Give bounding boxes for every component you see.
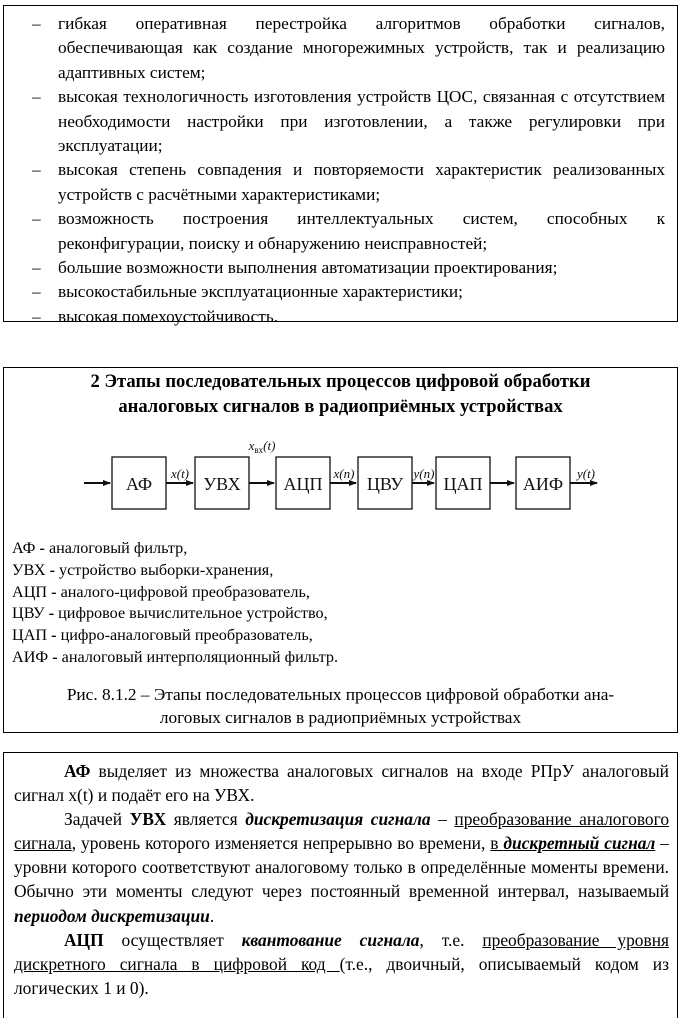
advantages-list	[4, 12, 677, 329]
legend-item: ЦАП - цифро-аналоговый преобразователь,	[12, 626, 313, 645]
legend-item: ЦВУ - цифровое вычислительное устройство,	[12, 604, 328, 623]
legend-item: АФ - аналоговый фильтр,	[12, 539, 188, 557]
list-item: – гибкая оперативная перестройка алгоритмов обработки сигналов, обеспечивающая как создание многорежимных устройств, так и реализацию адаптивных систем;	[32, 14, 665, 82]
section-title: 2 Этапы последовательных процессов цифровой обработки аналоговых сигналов в радиоприёмных устройствах	[90, 371, 591, 417]
paragraph-af: АФ выделяет из множества аналоговых сигналов на входе РПрУ аналоговый сигнал x(t) и подаёт его на УВХ.	[14, 761, 669, 806]
abbreviation-legend	[12, 538, 338, 669]
block-label: АИФ	[522, 474, 564, 494]
block-label: ЦВУ	[366, 474, 404, 494]
signal-label: x(n)	[333, 466, 355, 481]
legend-item: АИФ - аналоговый интерполяционный фильтр.	[12, 647, 339, 666]
block-label: АФ	[125, 474, 153, 494]
dsp-stages-box	[3, 367, 678, 733]
list-item: – большие возможности выполнения автоматизации проектирования;	[4, 256, 677, 280]
dash-bullet: –	[32, 14, 41, 33]
dash-bullet: –	[32, 258, 41, 278]
figure-caption: Рис. 8.1.2 – Этапы последовательных процессов цифровой обработки ана- логовых сигналов в радиоприёмных устройствах	[66, 685, 615, 727]
paragraph-acp: АЦП осуществляет квантование сигнала, т.е. преобразование уровня дискретного сигнала в цифровой код (т.е., двоичный, описываемый кодом из логических 1 и 0).	[14, 929, 670, 998]
dash-bullet: –	[32, 87, 41, 107]
dash-bullet: –	[32, 160, 41, 180]
signal-label: y(n)	[413, 466, 435, 481]
block-label: АЦП	[283, 474, 323, 494]
signal-label-xvx: $x_{вх}(t)$	[248, 438, 276, 455]
block-diagram	[4, 428, 679, 528]
list-item: – высокая помехоустойчивость.	[4, 305, 677, 329]
explanation-box	[3, 752, 678, 1018]
dash-bullet: –	[32, 282, 41, 302]
list-item: – высокая технологичность изготовления устройств ЦОС, связанная с отсутствием необходимости настройки при изготовлении, а также регулировки при эксплуатации;	[32, 87, 665, 156]
block-label: ЦАП	[443, 474, 483, 494]
signal-label: x(t)	[170, 466, 190, 481]
dash-bullet: –	[32, 306, 41, 326]
block-label: УВХ	[203, 474, 241, 494]
paragraph-uvx: Задачей УВХ является дискретизация сигнала – преобразование аналогового сигнала, уровень которого изменяется непрерывно во времени, в дискретный сигнал – уровни которого соответствуют аналоговому только в определённые моменты времени. Обычно эти моменты следуют через постоянный временной интервал, называемый периодом дискретизации.	[14, 809, 670, 926]
advantages-box	[3, 5, 678, 326]
legend-item: АЦП - аналого-цифровой преобразователь,	[12, 582, 310, 601]
signal-label: y(t)	[576, 466, 596, 481]
dash-bullet: –	[32, 209, 41, 229]
list-item: – высокостабильные эксплуатационные характеристики;	[4, 280, 677, 304]
list-item: – высокая степень совпадения и повторяемости характеристик реализованных устройств с расчётными характеристиками;	[32, 160, 665, 204]
list-item: – возможность построения интеллектуальных систем, способных к реконфигурации, поиску и обнаружению неисправностей;	[32, 209, 665, 253]
legend-item: УВХ - устройство выборки-хранения,	[12, 560, 274, 579]
